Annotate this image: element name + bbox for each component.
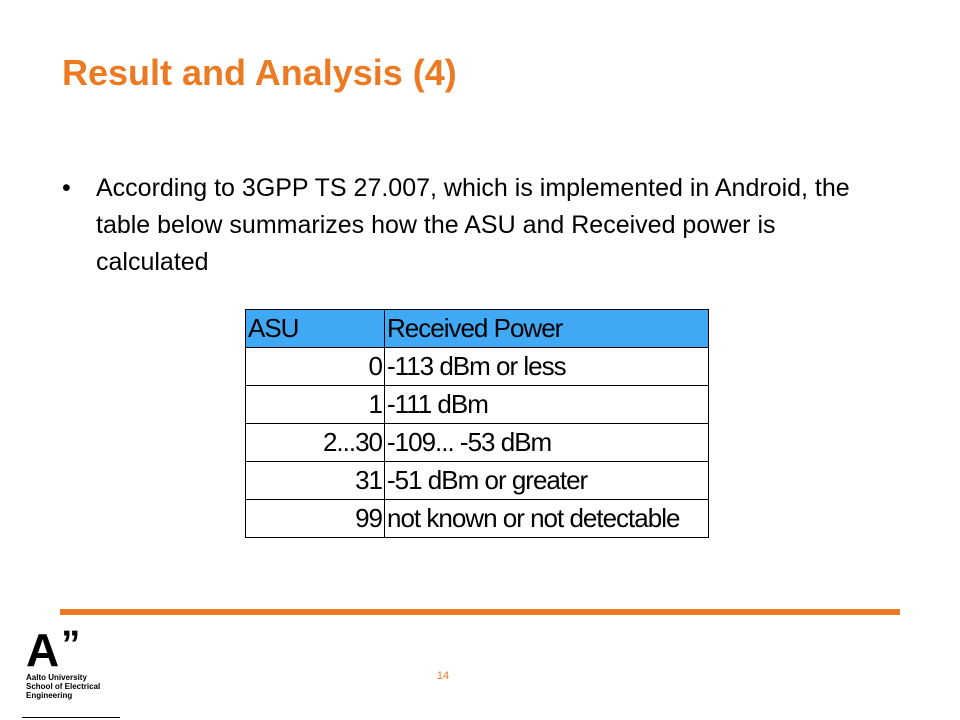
- page-number: 14: [436, 670, 450, 682]
- cell-asu: 1: [246, 386, 385, 424]
- slide-title: Result and Analysis (4): [62, 52, 457, 93]
- footer-divider: [60, 609, 900, 615]
- cell-asu: 2...30: [246, 424, 385, 462]
- bullet-point: [62, 170, 892, 281]
- cell-asu: 31: [246, 462, 385, 500]
- logo-quote: ”: [61, 624, 81, 666]
- cell-asu: 0: [246, 348, 385, 386]
- cell-received-power: not known or not detectable: [385, 500, 709, 538]
- cell-received-power: -113 dBm or less: [385, 348, 709, 386]
- bullet-icon: •: [62, 174, 71, 202]
- cell-received-power: -51 dBm or greater: [385, 462, 709, 500]
- aalto-logo: [26, 624, 101, 700]
- logo-line-engineering: Engineering: [26, 691, 73, 700]
- logo-mark: [26, 624, 100, 676]
- asu-power-table: [245, 309, 709, 538]
- table-row: [246, 424, 709, 462]
- bullet-text: According to 3GPP TS 27.007, which is implemented in Android, the table below summarizes how the ASU and Received power is calculated: [96, 174, 850, 276]
- logo-text: [26, 673, 100, 700]
- table-row: [246, 386, 709, 424]
- header-received-power: Received Power: [385, 310, 709, 348]
- logo-line-university: Aalto University: [26, 673, 87, 682]
- table-row: [246, 462, 709, 500]
- logo-line-school: School of Electrical: [26, 682, 101, 691]
- logo-letter: A: [26, 624, 60, 676]
- table-row: [246, 348, 709, 386]
- header-asu: ASU: [246, 310, 385, 348]
- logo-underline: [22, 717, 120, 718]
- cell-received-power: -109... -53 dBm: [385, 424, 709, 462]
- table-header-row: [246, 310, 709, 348]
- cell-received-power: -111 dBm: [385, 386, 709, 424]
- cell-asu: 99: [246, 500, 385, 538]
- table-row: [246, 500, 709, 538]
